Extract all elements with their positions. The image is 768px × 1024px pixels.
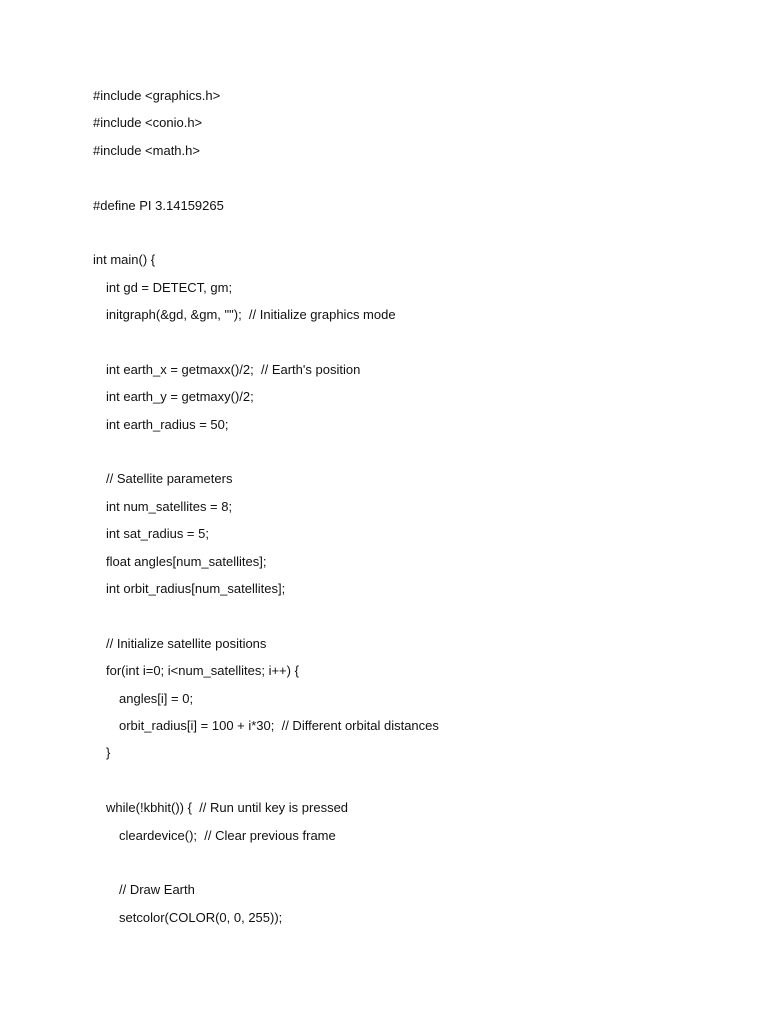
blank-line bbox=[93, 333, 439, 360]
code-line: int earth_radius = 50; bbox=[106, 416, 229, 432]
code-line: int main() { bbox=[93, 252, 156, 268]
code-line: #define PI 3.14159265 bbox=[93, 197, 224, 213]
code-line: setcolor(COLOR(0, 0, 255)); bbox=[119, 909, 283, 925]
code-line: int gd = DETECT, gm; bbox=[106, 279, 233, 295]
blank-line bbox=[93, 853, 439, 880]
code-line: float angles[num_satellites]; bbox=[106, 553, 267, 569]
code-line: // Satellite parameters bbox=[106, 471, 233, 487]
code-line: angles[i] = 0; bbox=[119, 690, 194, 706]
code-line: #include <math.h> bbox=[93, 142, 200, 158]
code-line: for(int i=0; i<num_satellites; i++) { bbox=[106, 663, 299, 679]
code-line: // Initialize satellite positions bbox=[106, 635, 267, 651]
blank-line bbox=[93, 442, 439, 469]
code-line: int earth_y = getmaxy()/2; bbox=[106, 389, 254, 405]
code-line: // Draw Earth bbox=[119, 882, 195, 898]
blank-line bbox=[93, 168, 439, 195]
blank-line bbox=[93, 606, 439, 633]
code-line: int earth_x = getmaxx()/2; // Earth's position bbox=[106, 361, 361, 377]
code-line: cleardevice(); // Clear previous frame bbox=[119, 827, 336, 843]
code-line: initgraph(&gd, &gm, ""); // Initialize graphics mode bbox=[106, 307, 396, 323]
code-line: orbit_radius[i] = 100 + i*30; // Different orbital distances bbox=[119, 717, 439, 733]
code-line: while(!kbhit()) { // Run until key is pressed bbox=[106, 800, 349, 816]
code-line: } bbox=[106, 745, 111, 761]
code-line: #include <conio.h> bbox=[93, 115, 203, 131]
blank-line bbox=[93, 771, 439, 798]
code-line: int orbit_radius[num_satellites]; bbox=[106, 581, 286, 597]
code-line: int num_satellites = 8; bbox=[106, 498, 233, 514]
code-line: int sat_radius = 5; bbox=[106, 526, 209, 542]
code-listing bbox=[93, 86, 439, 935]
code-line: #include <graphics.h> bbox=[93, 88, 221, 103]
blank-line bbox=[93, 223, 439, 250]
